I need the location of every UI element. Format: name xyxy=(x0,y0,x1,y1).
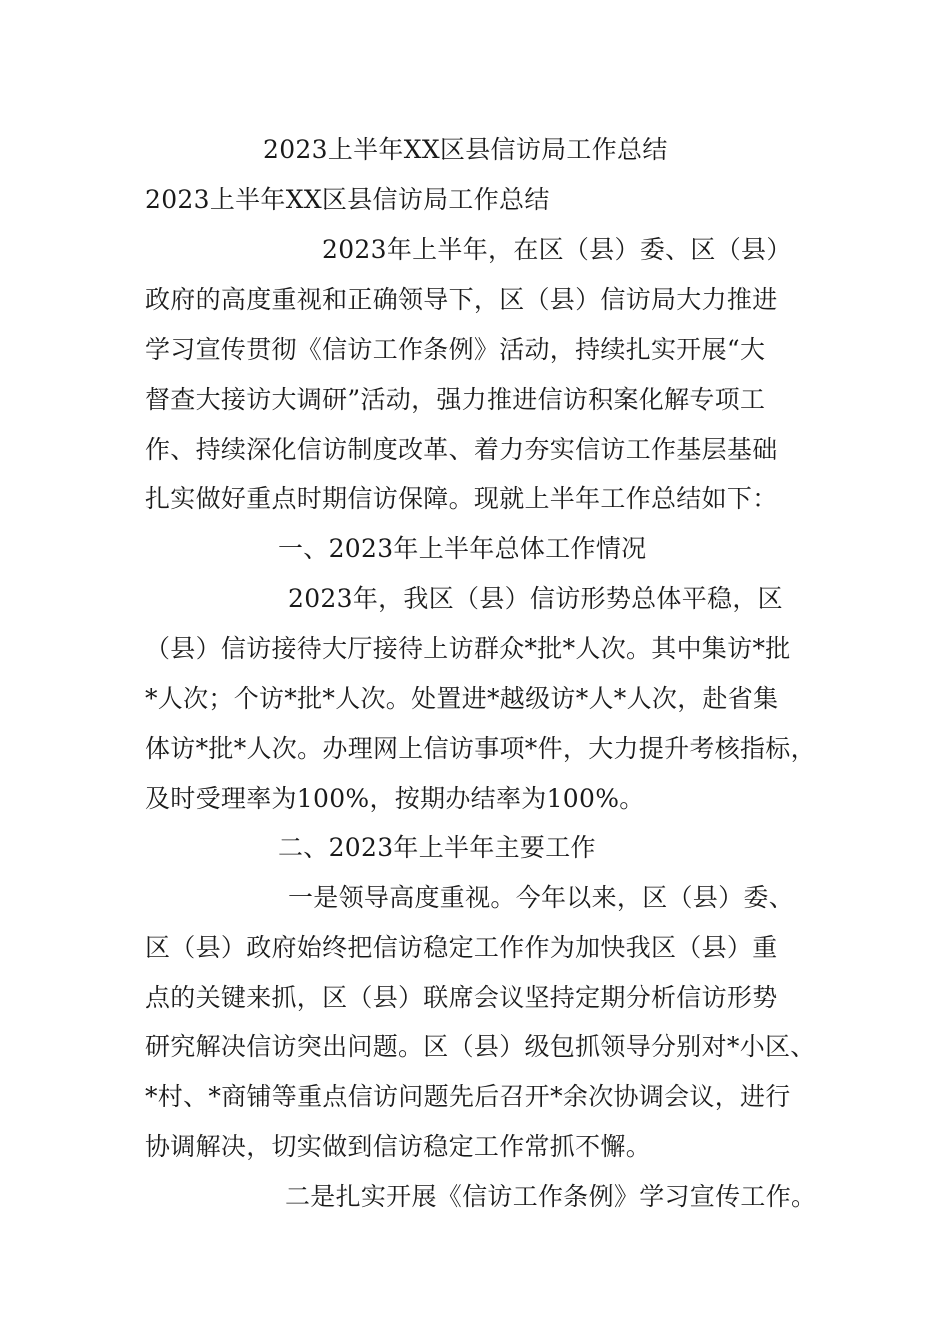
paragraph-line: 作、持续深化信访制度改革、着力夯实信访工作基层基础 xyxy=(145,435,778,464)
paragraph-line: 协调解决，切实做到信访稳定工作常抓不懈。 xyxy=(145,1132,652,1161)
paragraph-line: 2023年上半年，在区（县）委、区（县） xyxy=(322,235,792,264)
paragraph-line: 二是扎实开展《信访工作条例》学习宣传工作。 xyxy=(285,1182,817,1211)
document-subtitle: 2023上半年XX区县信访局工作总结 xyxy=(145,185,550,214)
section-heading: 二、2023年上半年主要工作 xyxy=(278,833,596,862)
paragraph-line: 体访*批*人次。办理网上信访事项*件，大力提升考核指标， xyxy=(145,734,816,763)
paragraph-line: 学习宣传贯彻《信访工作条例》活动，持续扎实开展“大 xyxy=(145,335,766,364)
paragraph-line: （县）信访接待大厅接待上访群众*批*人次。其中集访*批 xyxy=(145,634,791,663)
paragraph-line: 研究解决信访突出问题。区（县）级包抓领导分别对*小区、 xyxy=(145,1032,816,1061)
paragraph-line: 一是领导高度重视。今年以来，区（县）委、 xyxy=(288,883,795,912)
paragraph-line: 及时受理率为100%，按期办结率为100%。 xyxy=(145,784,645,813)
document-title: 2023上半年XX区县信访局工作总结 xyxy=(263,135,668,164)
paragraph-line: *村、*商铺等重点信访问题先后召开*余次协调会议，进行 xyxy=(145,1082,791,1111)
paragraph-line: 扎实做好重点时期信访保障。现就上半年工作总结如下： xyxy=(145,484,778,513)
paragraph-line: 2023年，我区（县）信访形势总体平稳，区 xyxy=(288,584,783,613)
paragraph-line: 点的关键来抓，区（县）联席会议坚持定期分析信访形势 xyxy=(145,983,778,1012)
paragraph-line: *人次；个访*批*人次。处置进*越级访*人*人次，赴省集 xyxy=(145,684,779,713)
paragraph-line: 督查大接访大调研”活动，强力推进信访积案化解专项工 xyxy=(145,385,766,414)
paragraph-line: 区（县）政府始终把信访稳定工作作为加快我区（县）重 xyxy=(145,933,778,962)
section-heading: 一、2023年上半年总体工作情况 xyxy=(278,534,647,563)
paragraph-line: 政府的高度重视和正确领导下，区（县）信访局大力推进 xyxy=(145,285,778,314)
